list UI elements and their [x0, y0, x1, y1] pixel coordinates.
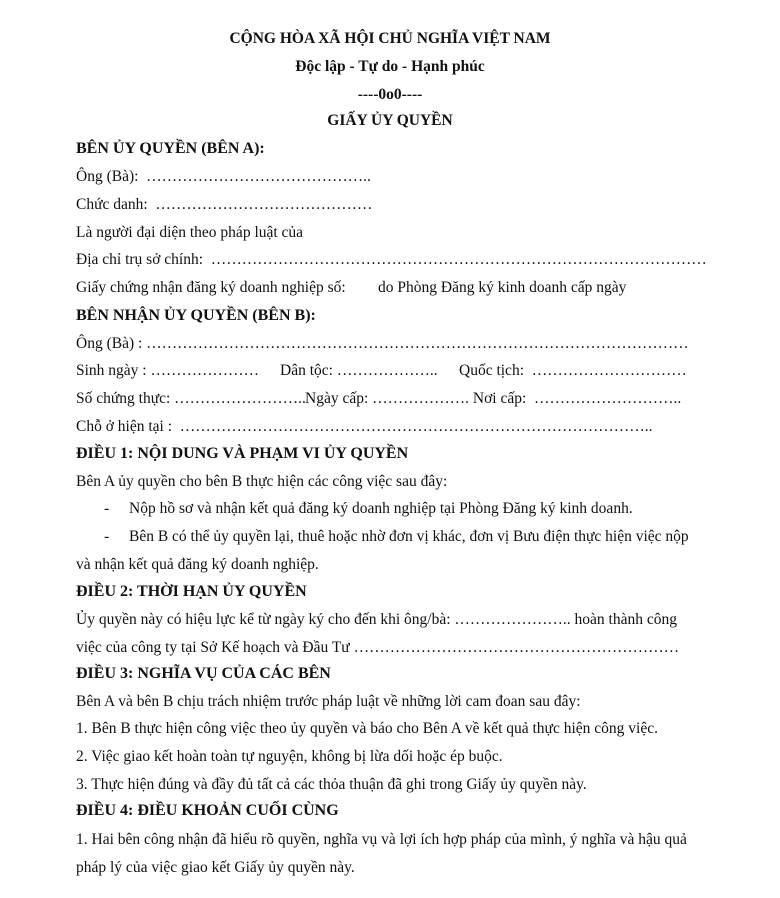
- article-3-item-3: 3. Thực hiện đúng và đầy đủ tất cả các thỏa thuận đã ghi trong Giấy ủy quyền này.: [76, 776, 587, 793]
- article-4-line-2: pháp lý của việc giao kết Giấy ủy quyền này.: [76, 859, 355, 876]
- article-3-item-1: 1. Bên B thực hiện công việc theo ủy quyền và báo cho Bên A về kết quả thực hiện công việc.: [76, 720, 658, 737]
- party-b-issue-field: Ngày cấp: ………………. Nơi cấp: ………………………..: [305, 390, 682, 407]
- article-4-line-1: 1. Hai bên công nhận đã hiểu rõ quyền, nghĩa vụ và lợi ích hợp pháp của mình, ý nghĩa và hậu quả: [76, 831, 687, 848]
- article-1-item-2-cont: và nhận kết quả đăng ký doanh nghiệp.: [76, 556, 319, 573]
- article-2-heading: ĐIỀU 2: THỜI HẠN ỦY QUYỀN: [76, 583, 307, 600]
- article-1-intro: Bên A ủy quyền cho bên B thực hiện các công việc sau đây:: [76, 473, 448, 490]
- party-a-name-field: Ông (Bà): ……………………………………..: [76, 168, 371, 185]
- national-motto: Độc lập - Tự do - Hạnh phúc: [295, 58, 485, 75]
- country-name: CỘNG HÒA XÃ HỘI CHỦ NGHĨA VIỆT NAM: [229, 30, 551, 47]
- article-3-heading: ĐIỀU 3: NGHĨA VỤ CỦA CÁC BÊN: [76, 665, 331, 682]
- party-b-residence-field: Chỗ ở hiện tại : ………………………………………………………………………………..: [76, 418, 653, 435]
- party-a-representative-line: Là người đại diện theo pháp luật của: [76, 224, 304, 241]
- party-b-name-field: Ông (Bà) : ……………………………………………………………………………………………: [76, 335, 689, 352]
- party-b-nationality-field: Quốc tịch: …………………………: [459, 362, 687, 379]
- party-a-position-field: Chức danh: ……………………………………: [76, 196, 373, 213]
- article-3-item-2: 2. Việc giao kết hoàn toàn tự nguyện, không bị lừa dối hoặc ép buộc.: [76, 748, 503, 765]
- article-2-line-1: Ủy quyền này có hiệu lực kể từ ngày ký cho đến khi ông/bà: ………………….. hoàn thành công: [76, 611, 677, 628]
- party-a-address-field: Địa chỉ trụ sở chính: ……………………………………………………………………………………: [76, 251, 707, 268]
- header-separator: ----0o0----: [357, 86, 423, 103]
- party-a-heading: BÊN ỦY QUYỀN (BÊN A):: [76, 140, 265, 157]
- article-1-heading: ĐIỀU 1: NỘI DUNG VÀ PHẠM VI ỦY QUYỀN: [76, 445, 409, 462]
- article-4-heading: ĐIỀU 4: ĐIỀU KHOẢN CUỐI CÙNG: [76, 802, 339, 819]
- article-1-item-2: Bên B có thể ủy quyền lại, thuê hoặc nhờ đơn vị khác, đơn vị Bưu điện thực hiện việc nộp: [129, 528, 689, 545]
- party-a-registration-issuer: do Phòng Đăng ký kinh doanh cấp ngày: [378, 279, 627, 296]
- party-b-dob-field: Sinh ngày : …………………: [76, 362, 259, 379]
- article-2-line-2: việc của công ty tại Sở Kế hoạch và Đầu Tư ………………………………………………………: [76, 639, 680, 656]
- party-b-heading: BÊN NHẬN ỦY QUYỀN (BÊN B):: [76, 307, 316, 324]
- article-1-item-1: Nộp hồ sơ và nhận kết quả đăng ký doanh nghiệp tại Phòng Đăng ký kinh doanh.: [129, 500, 633, 517]
- party-b-ethnicity-field: Dân tộc: ………………..: [280, 362, 438, 379]
- document-title: GIẤY ỦY QUYỀN: [327, 112, 453, 129]
- bullet-dash: -: [104, 528, 110, 545]
- party-a-registration-number: Giấy chứng nhận đăng ký doanh nghiệp số:: [76, 279, 346, 296]
- bullet-dash: -: [104, 500, 110, 517]
- article-3-intro: Bên A và bên B chịu trách nhiệm trước pháp luật về những lời cam đoan sau đây:: [76, 693, 581, 710]
- party-b-id-field: Số chứng thực: ……………………..: [76, 390, 306, 407]
